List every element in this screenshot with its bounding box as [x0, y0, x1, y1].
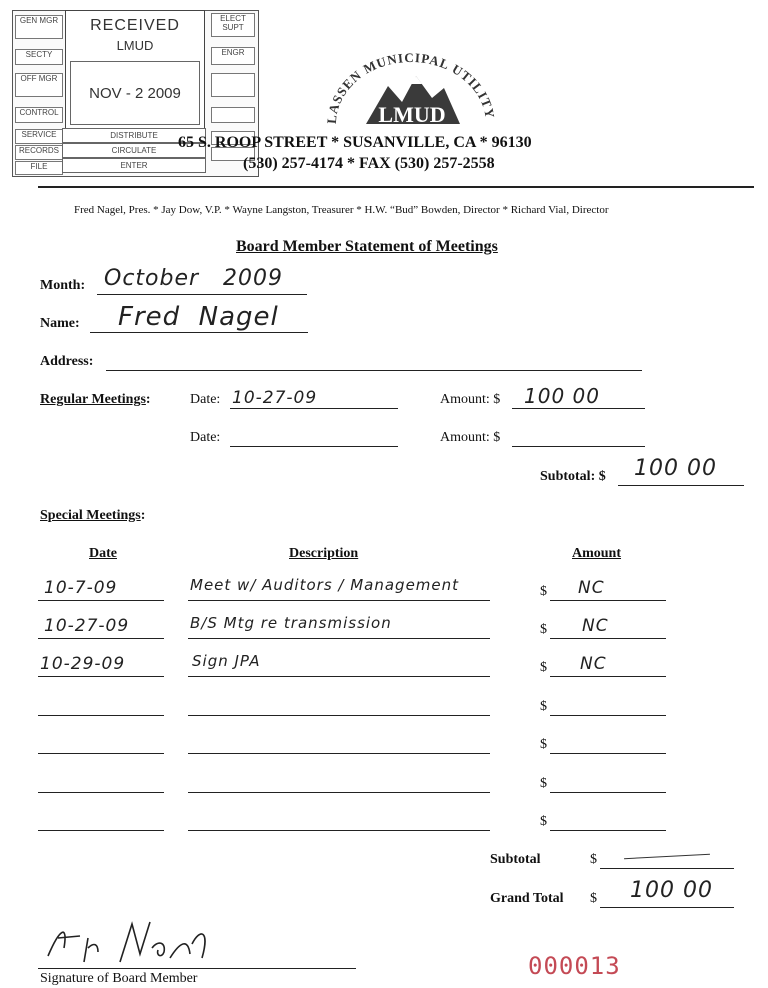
special-amount-line-2: [550, 638, 666, 639]
stamp-distribute: DISTRIBUTE: [62, 128, 206, 143]
special-date-line-3: [38, 676, 164, 677]
special-subtotal-dash: [624, 854, 710, 859]
stamp-cell-service: SERVICE: [15, 129, 63, 144]
stamp-cell-secty: SECTY: [15, 49, 63, 65]
special-desc-line-4: [188, 715, 490, 716]
regular-date-label-2: Date:: [190, 430, 221, 445]
col-header-description: Description: [289, 546, 359, 561]
special-date-2: 10-27-09: [44, 616, 130, 636]
special-dollar-2: $: [540, 622, 547, 637]
name-line: [90, 332, 308, 333]
regular-date-value-1: 10-27-09: [232, 388, 318, 408]
special-desc-1: Meet w/ Auditors / Management: [190, 576, 460, 594]
stamp-cell-records: RECORDS: [15, 145, 63, 160]
col-header-date: Date: [89, 546, 117, 561]
special-amount-line-1: [550, 600, 666, 601]
special-amount-line-5: [550, 753, 666, 754]
special-desc-3: Sign JPA: [192, 652, 261, 670]
grand-total-line: [600, 907, 734, 908]
special-date-line-6: [38, 792, 164, 793]
special-desc-line-3: [188, 676, 490, 677]
regular-amount-label-2: Amount: $: [440, 430, 501, 445]
special-subtotal-label: Subtotal: [490, 852, 541, 867]
regular-amount-line-2: [512, 446, 645, 447]
form-title: Board Member Statement of Meetings: [236, 238, 498, 255]
address-line: [106, 370, 642, 371]
stamp-date: NOV - 2 2009: [89, 85, 181, 102]
special-amount-1: NC: [578, 578, 605, 598]
special-date-1: 10-7-09: [44, 578, 118, 598]
regular-meetings-text: Regular Meetings: [40, 392, 146, 407]
special-dollar-6: $: [540, 776, 547, 791]
stamp-circulate: CIRCULATE: [62, 143, 206, 158]
special-amount-line-6: [550, 792, 666, 793]
regular-date-line-2: [230, 446, 398, 447]
month-label: Month:: [40, 278, 86, 293]
special-subtotal-line: [600, 868, 734, 869]
stamp-cell-control: CONTROL: [15, 107, 63, 123]
stamp-org: LMUD: [116, 38, 154, 53]
regular-date-line-1: [230, 408, 398, 409]
month-line: [97, 294, 307, 295]
special-date-3: 10-29-09: [40, 654, 126, 674]
special-date-line-1: [38, 600, 164, 601]
name-value: Fred Nagel: [118, 302, 279, 332]
special-date-line-2: [38, 638, 164, 639]
regular-amount-label-1: Amount: $: [440, 392, 501, 407]
special-amount-2: NC: [582, 616, 609, 636]
logo-mark-text: LMUD: [378, 102, 446, 127]
special-amount-line-7: [550, 830, 666, 831]
special-dollar-3: $: [540, 660, 547, 675]
document-number: 000013: [528, 952, 621, 980]
special-amount-3: NC: [580, 654, 607, 674]
regular-subtotal-line: [618, 485, 744, 486]
stamp-cell-blank-2: [211, 107, 255, 123]
address-label: Address:: [40, 354, 94, 369]
stamp-cell-blank-1: [211, 73, 255, 97]
name-label: Name:: [40, 316, 80, 331]
letterhead-rule: [38, 186, 754, 188]
regular-amount-line-1: [512, 408, 645, 409]
regular-date-label-1: Date:: [190, 392, 221, 407]
special-date-line-5: [38, 753, 164, 754]
special-dollar-5: $: [540, 737, 547, 752]
signature-label: Signature of Board Member: [40, 971, 198, 986]
received-box: [65, 10, 205, 130]
month-value: October 2009: [104, 266, 284, 291]
special-amount-line-4: [550, 715, 666, 716]
district-logo: [318, 36, 504, 136]
stamp-cell-elect-supt: ELECT SUPT: [211, 13, 255, 37]
regular-subtotal-label: Subtotal: $: [540, 469, 606, 484]
stamp-received: RECEIVED: [90, 17, 180, 34]
grand-total-label: Grand Total: [490, 891, 564, 906]
special-date-line-7: [38, 830, 164, 831]
stamp-cell-file: FILE: [15, 161, 63, 175]
special-dollar-1: $: [540, 584, 547, 599]
grand-total-dollar: $: [590, 891, 597, 906]
special-date-line-4: [38, 715, 164, 716]
regular-meetings-label: Regular Meetings:: [40, 392, 151, 407]
stamp-cell-gen-mgr: GEN MGR: [15, 15, 63, 39]
letterhead-phone: (530) 257-4174 * FAX (530) 257-2558: [243, 155, 495, 172]
signature-image: [40, 918, 220, 968]
regular-amount-value-1: 100 00: [524, 384, 600, 408]
special-desc-line-5: [188, 753, 490, 754]
special-desc-line-7: [188, 830, 490, 831]
special-desc-2: B/S Mtg re transmission: [190, 614, 392, 632]
letterhead-address: 65 S. ROOP STREET * SUSANVILLE, CA * 96130: [178, 134, 532, 151]
special-dollar-4: $: [540, 699, 547, 714]
stamp-cell-off-mgr: OFF MGR: [15, 73, 63, 97]
stamp-cell-engr: ENGR: [211, 47, 255, 65]
signature-line: [38, 968, 356, 969]
grand-total-value: 100 00: [630, 878, 713, 903]
col-header-amount: Amount: [572, 546, 622, 561]
special-dollar-7: $: [540, 814, 547, 829]
regular-subtotal-value: 100 00: [634, 456, 717, 481]
special-desc-line-1: [188, 600, 490, 601]
special-desc-line-6: [188, 792, 490, 793]
special-amount-line-3: [550, 676, 666, 677]
special-subtotal-dollar: $: [590, 852, 597, 867]
stamp-enter: ENTER: [62, 158, 206, 173]
logo-arc-text: LASSEN MUNICIPAL UTILITY: [323, 49, 498, 125]
officers-line: Fred Nagel, Pres. * Jay Dow, V.P. * Wayne Langston, Treasurer * H.W. “Bud” Bowden, Director * Richard Vial, Director: [74, 204, 609, 216]
special-meetings-text: Special Meetings: [40, 508, 141, 523]
special-desc-line-2: [188, 638, 490, 639]
special-meetings-label: Special Meetings:: [40, 508, 146, 523]
